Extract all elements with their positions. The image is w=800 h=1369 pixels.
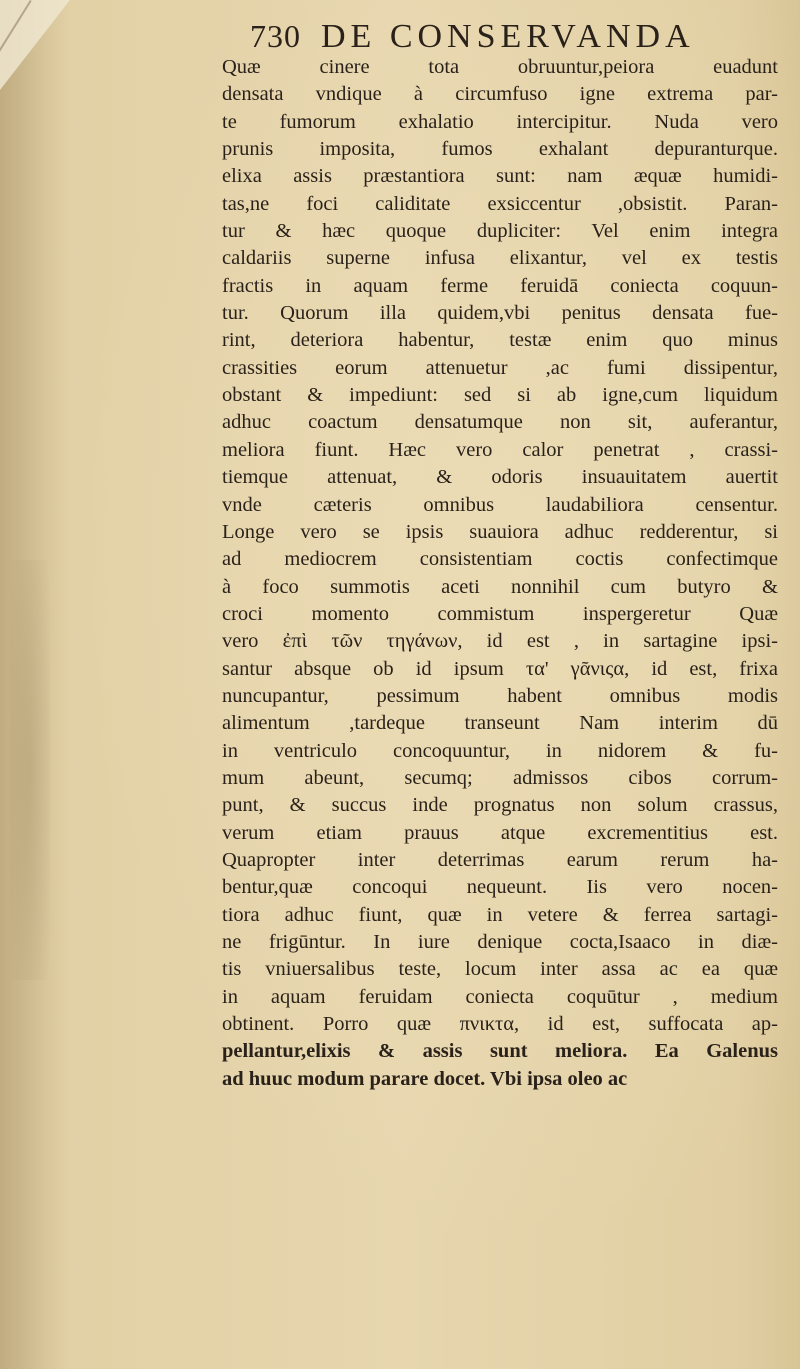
text-line: obstant & impediunt: sed si ab igne,cum liquidum [222,384,778,407]
text-line: tas,ne foci caliditate exsiccentur ,obsistit. Paran- [222,192,778,215]
text-line: santur absque ob id ipsum τα' γᾶνιςα, id est, frixa [222,657,778,680]
text-line: Quæ cinere tota obruuntur,peiora euadunt [222,56,778,78]
text-line: in ventriculo concoquuntur, in nidorem & fu- [222,739,778,762]
text-line: tur & hæc quoque dupliciter: Vel enim integra [222,220,778,243]
running-title: DE CONSERVANDA [321,18,695,55]
text-line: verum etiam prauus atque excrementitius est. [222,821,778,844]
text-line: tiora adhuc fiunt, quæ in vetere & ferrea sartagi- [222,903,778,926]
text-line: prunis imposita, fumos exhalant depuranturque. [222,138,778,161]
text-line: vnde cæteris omnibus laudabiliora censentur. [222,493,778,516]
running-head [250,18,750,58]
text-line: rint, deteriora habentur, testæ enim quo minus [222,329,778,352]
text-line: vero ἐπὶ τῶν τηγάνων, id est , in sartagine ipsi- [222,630,778,653]
text-line: mum abeunt, secumq; admissos cibos corrum- [222,766,778,789]
text-line: caldariis superne infusa elixantur, vel ex testis [222,247,778,270]
text-line: densata vndique à circumfuso igne extrema par- [222,83,778,106]
margin-stain [10,560,50,980]
text-line: ne frigūntur. In iure denique cocta,Isaaco in diæ- [222,931,778,953]
text-line: ad mediocrem consistentiam coctis confectimque [222,548,778,571]
text-line: tur. Quorum illa quidem,vbi penitus densata fue- [222,302,778,325]
text-line: Longe vero se ipsis suauiora adhuc redderentur, si [222,520,778,543]
text-line: nuncupantur, pessimum habent omnibus modis [222,684,778,707]
text-line: ad huuc modum parare docet. Vbi ipsa oleo ac [222,1067,628,1090]
folded-corner [0,0,70,90]
text-line: pellantur,elixis & assis sunt meliora. Ea Galenus [222,1040,778,1063]
text-line: croci momento commistum inspergeretur Quæ [222,602,778,625]
text-line: te fumorum exhalatio intercipitur. Nuda vero [222,110,778,133]
text-line: in aquam feruidam coniecta coquūtur , medium [222,985,778,1008]
text-line: meliora fiunt. Hæc vero calor penetrat , crassi- [222,438,778,461]
text-line: obtinent. Porro quæ πνικτα, id est, suffocata ap- [222,1013,778,1036]
text-line: Quapropter inter deterrimas earum rerum ha- [222,848,778,871]
text-line: elixa assis præstantiora sunt: nam æquæ humidi- [222,165,778,188]
page-number: 730 [250,18,301,54]
text-line: adhuc coactum densatumque non sit, auferantur, [222,411,778,434]
body-text [222,54,778,1093]
text-line: bentur,quæ concoqui nequeunt. Iis vero nocen- [222,876,778,899]
text-line: fractis in aquam ferme feruidā coniecta coquun- [222,274,778,297]
text-line: crassities eorum attenuetur ,ac fumi dissipentur, [222,356,778,379]
text-line: tis vniuersalibus teste, locum inter assa ac ea quæ [222,958,778,981]
text-line: à foco summotis aceti nonnihil cum butyro & [222,575,778,598]
text-line: punt, & succus inde prognatus non solum crassus, [222,794,778,817]
text-line: tiemque attenuat, & odoris insuauitatem auertit [222,466,778,489]
text-line: alimentum ,tardeque transeunt Nam interim dū [222,712,778,735]
